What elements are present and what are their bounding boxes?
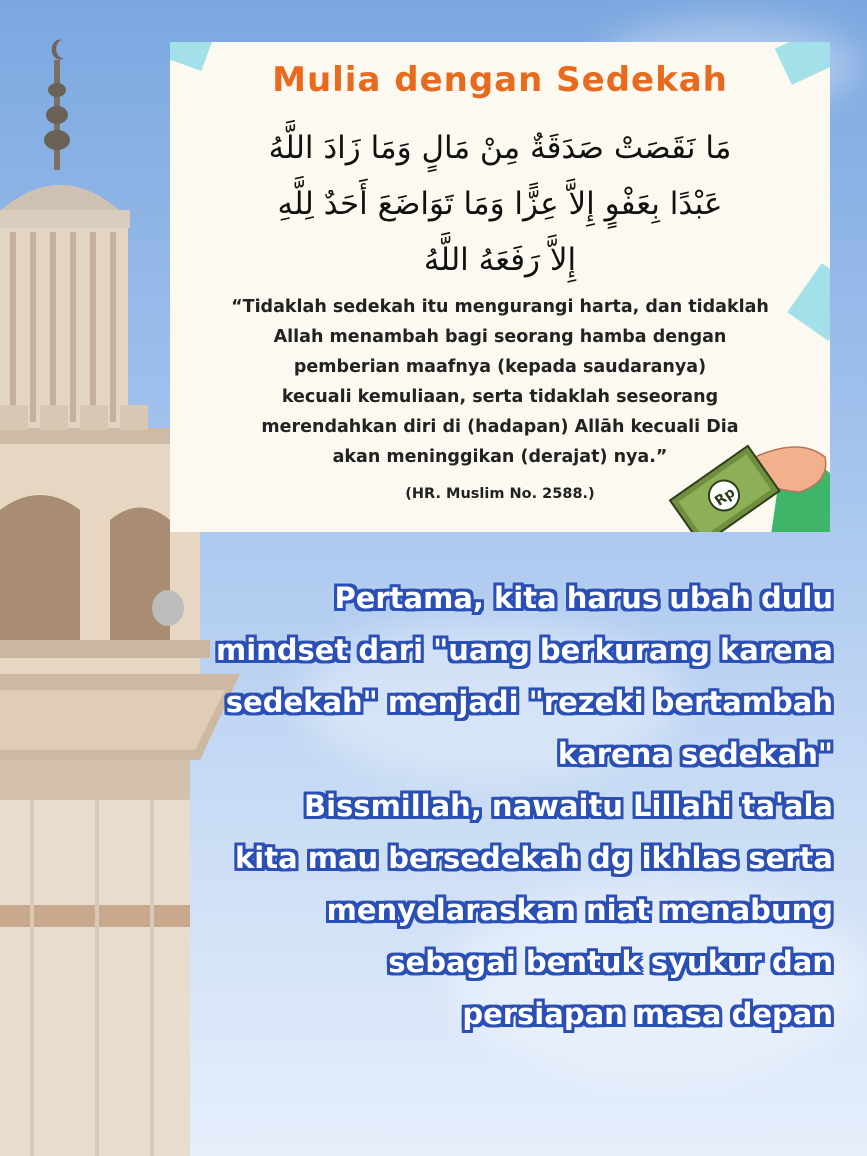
arabic-line: عَبْدًا بِعَفْوٍ إِلاَّ عِزًّا وَمَا تَوَاضَعَ أَحَدٌ لِلَّهِ	[277, 186, 723, 222]
card-title: Mulia dengan Sedekah	[272, 60, 728, 100]
hand-money-illustration	[660, 412, 830, 532]
body-line: kita mau bersedekah dg ikhlas serta	[235, 841, 833, 875]
body-line: mindset dari "uang berkurang karena	[215, 633, 833, 667]
rupiah-label: Rp	[712, 484, 739, 510]
body-line: Bissmillah, nawaitu Lillahi ta'ala	[304, 789, 833, 823]
body-line: karena sedekah"	[557, 737, 833, 771]
translation-line: pemberian maafnya (kepada saudaranya)	[293, 357, 707, 377]
arabic-hadith	[190, 120, 810, 288]
body-line: persiapan masa depan	[462, 997, 833, 1031]
translation-line: akan meninggikan (derajat) nya.”	[332, 447, 668, 467]
arabic-line: مَا نَقَصَتْ صَدَقَةٌ مِنْ مَالٍ وَمَا زَادَ اللَّهُ	[268, 130, 732, 166]
body-line: Pertama, kita harus ubah dulu	[334, 581, 833, 615]
translation-line: merendahkan diri di (hadapan) Allāh kecuali Dia	[261, 417, 739, 437]
body-line: sebagai bentuk syukur dan	[388, 945, 833, 979]
translation-line: Allah menambah bagi seorang hamba dengan	[273, 327, 727, 347]
translation-line: kecuali kemuliaan, serta tidaklah seseorang	[281, 387, 719, 407]
body-line: menyelaraskan niat menabung	[326, 893, 833, 927]
hadith-card	[170, 42, 830, 532]
body-line: sedekah" menjadi "rezeki bertambah	[225, 685, 833, 719]
body-text	[73, 572, 833, 1040]
translation-line: “Tidaklah sedekah itu mengurangi harta, dan tidaklah	[231, 297, 769, 317]
arabic-line: إِلاَّ رَفَعَهُ اللَّهُ	[423, 242, 577, 278]
hadith-source: (HR. Muslim No. 2588.)	[405, 486, 595, 502]
